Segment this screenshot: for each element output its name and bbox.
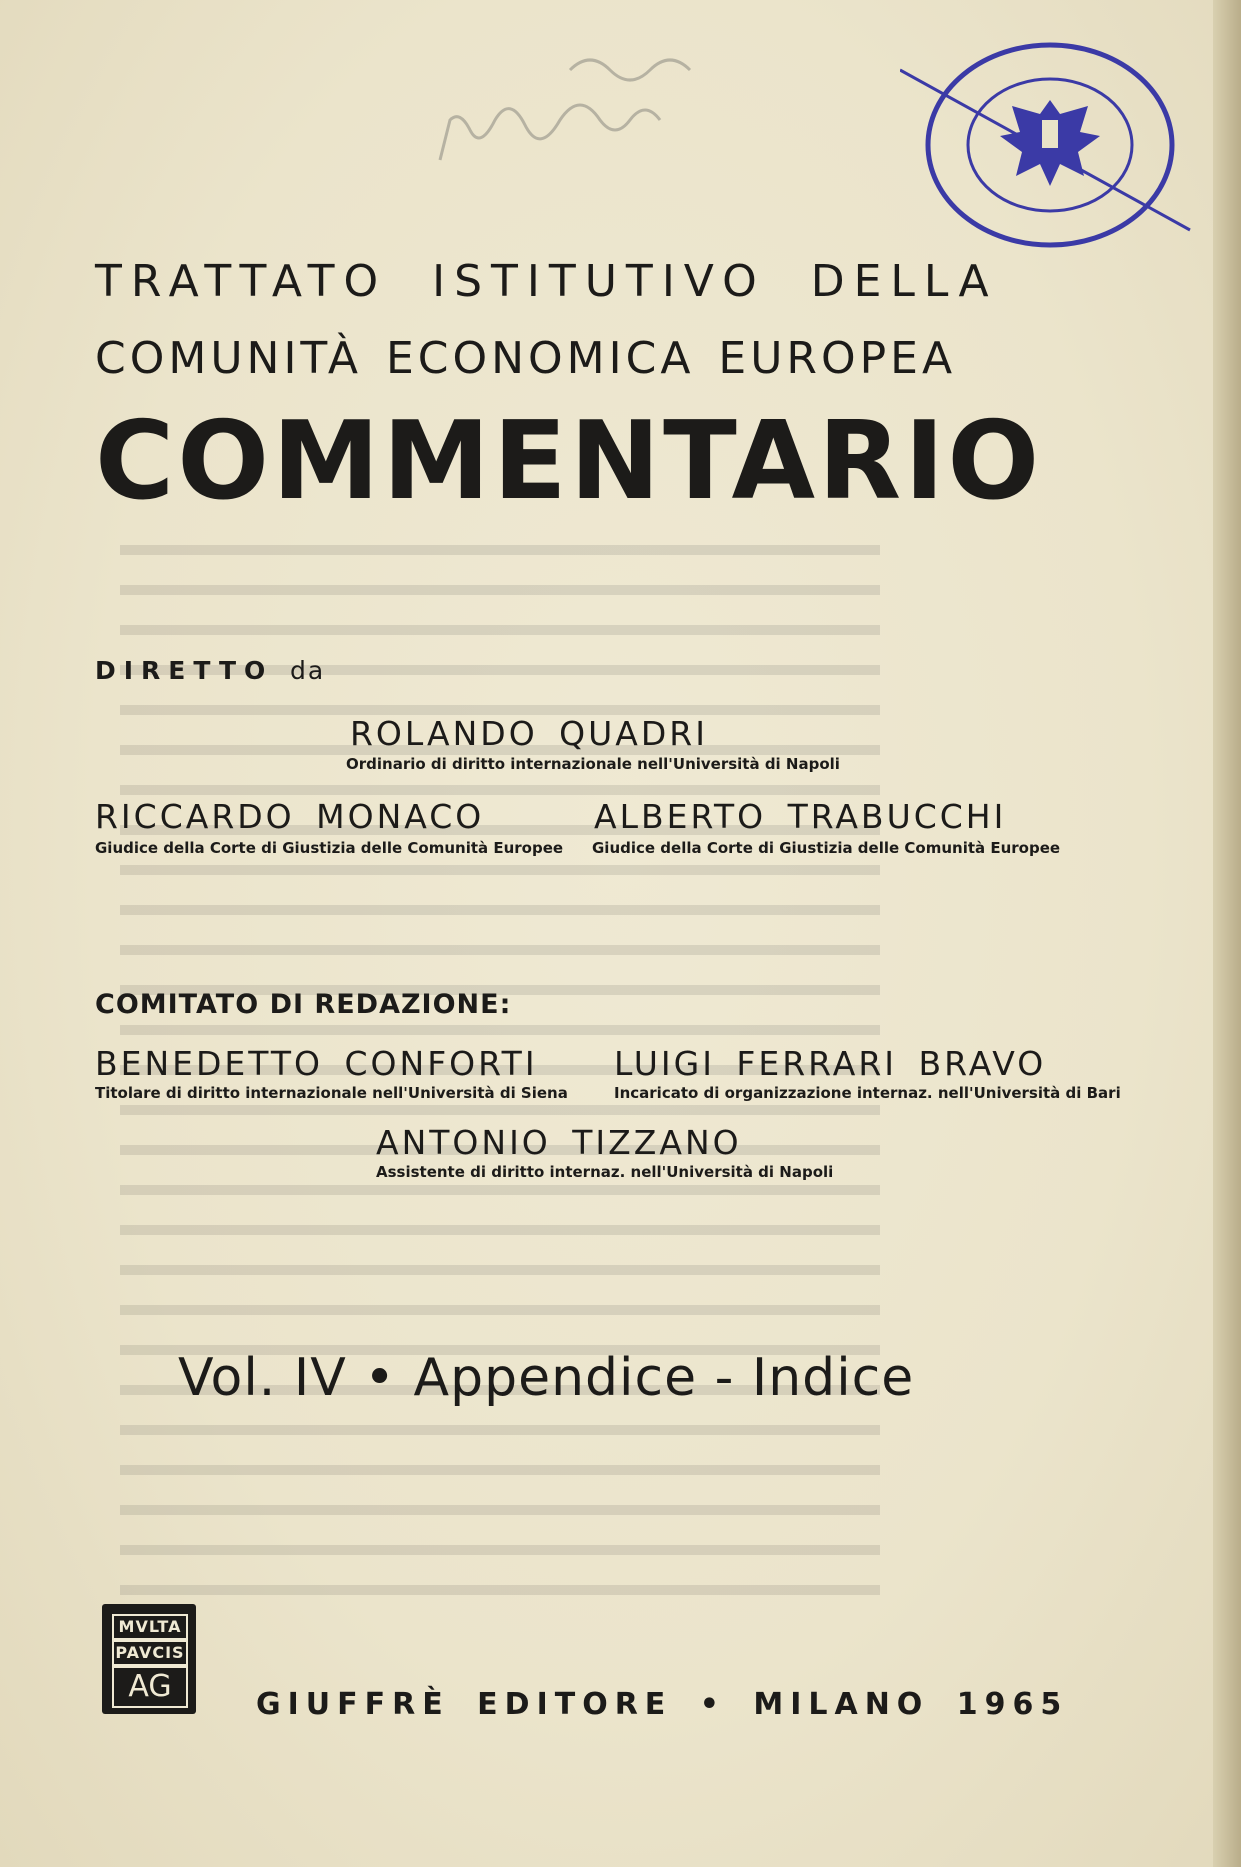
director-name: RICCARDO MONACO — [95, 797, 485, 836]
logo-text-2: PAVCIS — [112, 1640, 188, 1666]
publisher-logo — [102, 1604, 196, 1714]
pencil-marks — [420, 30, 800, 180]
committee-member-name: ANTONIO TIZZANO — [376, 1123, 742, 1162]
title-line-2: COMUNITÀ ECONOMICA EUROPEA — [95, 333, 957, 384]
logo-text-1: MVLTA — [112, 1614, 188, 1640]
committee-member-name: LUIGI FERRARI BRAVO — [614, 1044, 1047, 1083]
binding-edge — [1213, 0, 1241, 1867]
committee-member-affiliation: Incaricato di organizzazione internaz. nell'Università di Bari — [614, 1084, 1121, 1102]
directors-heading-suffix: da — [290, 656, 326, 685]
title-main: COMMENTARIO — [95, 399, 1043, 524]
volume-title: Vol. IV • Appendice - Indice — [178, 1348, 915, 1408]
committee-member-affiliation: Titolare di diritto internazionale nell'Università di Siena — [95, 1084, 568, 1102]
director-name: ROLANDO QUADRI — [350, 714, 708, 753]
directors-heading-text: DIRETTO — [95, 656, 274, 685]
library-stamp — [900, 20, 1200, 270]
directors-heading — [95, 658, 325, 683]
committee-heading: COMITATO DI REDAZIONE: — [95, 989, 512, 1020]
committee-member-affiliation: Assistente di diritto internaz. nell'Università di Napoli — [376, 1163, 834, 1181]
director-affiliation: Ordinario di diritto internazionale nell'Università di Napoli — [346, 755, 840, 773]
committee-member-name: BENEDETTO CONFORTI — [95, 1044, 538, 1083]
director-affiliation: Giudice della Corte di Giustizia delle Comunità Europee — [592, 839, 1061, 857]
title-line-1: TRATTATO ISTITUTIVO DELLA — [95, 256, 998, 307]
director-affiliation: Giudice della Corte di Giustizia delle Comunità Europee — [95, 839, 564, 857]
publisher-imprint: GIUFFRÈ EDITORE • MILANO 1965 — [256, 1687, 1069, 1722]
logo-text-3: AG — [112, 1666, 188, 1708]
director-name: ALBERTO TRABUCCHI — [594, 797, 1007, 836]
